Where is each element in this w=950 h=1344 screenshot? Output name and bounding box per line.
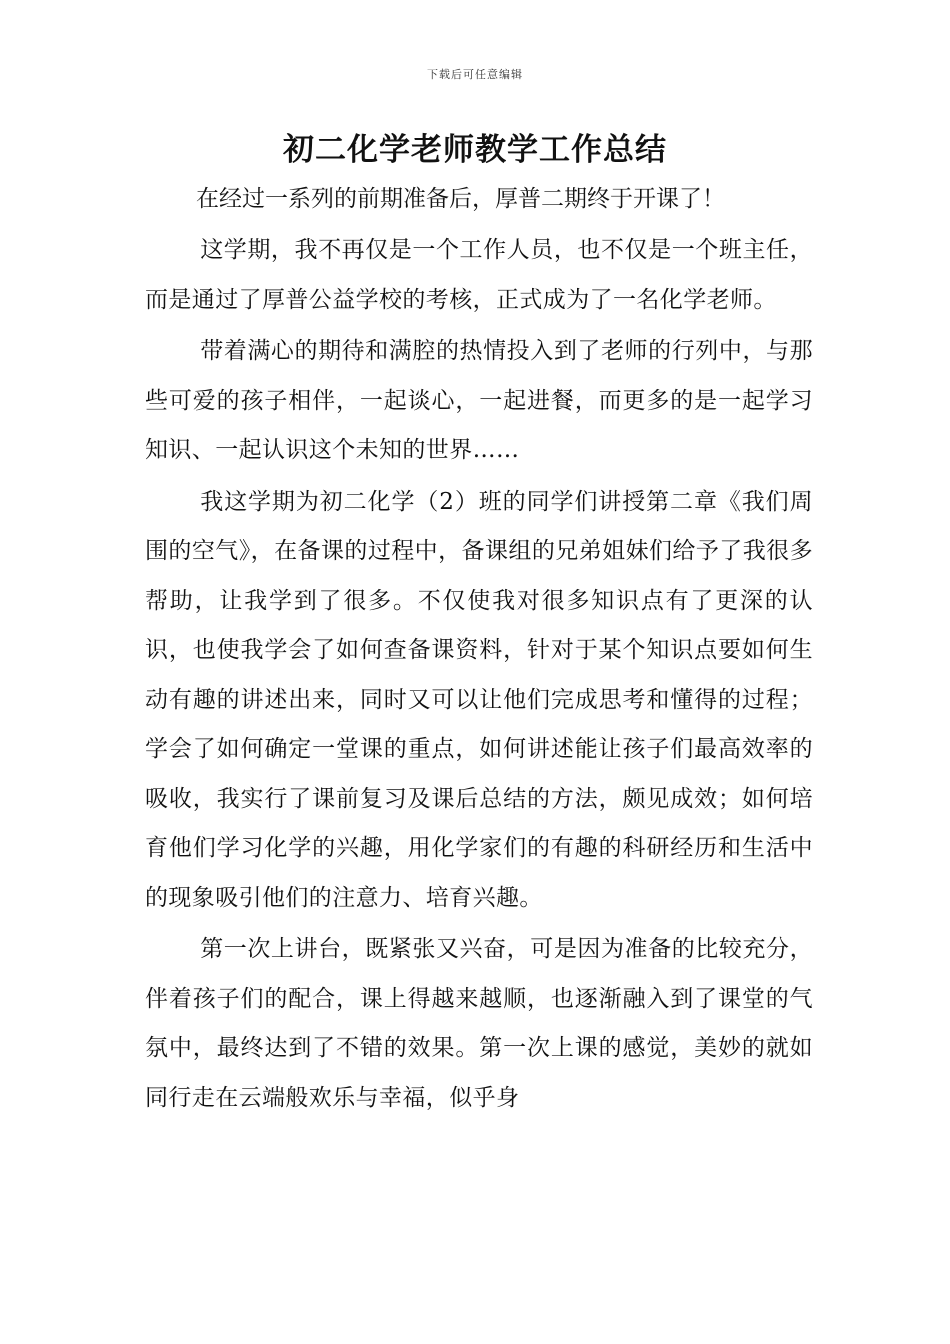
paragraph-3: 我这学期为初二化学（2）班的同学们讲授第二章《我们周围的空气》，在备课的过程中，备课组的兄弟姐妹们给予了我很多帮助，让我学到了很多。不仅使我对很多知识点有了更深的认识，也使我学会了如何查备课资料，针对于某个知识点要如何生动有趣的讲述出来，同时又可以让他们完成思考和懂得的过程；学会了如何确定一堂课的重点，如何讲述能让孩子们最高效率的吸收，我实行了课前复习及课后总结的方法，颇见成效；如何培育他们学习化学的兴趣，用化学家们的有趣的科研经历和生活中的现象吸引他们的注意力、培育兴趣。 <box>145 488 813 911</box>
paragraph-1: 这学期，我不再仅是一个工作人员，也不仅是一个班主任，而是通过了厚普公益学校的考核，正式成为了一名化学老师。 <box>145 237 813 313</box>
paragraph-4: 第一次上讲台，既紧张又兴奋，可是因为准备的比较充分，伴着孩子们的配合，课上得越来越顺，也逐渐融入到了课堂的气氛中，最终达到了不错的效果。第一次上课的感觉，美妙的就如同行走在云端般欢乐与幸福，似乎身 <box>145 936 813 1111</box>
header-note: 下载后可任意编辑 <box>427 68 523 81</box>
intro-line: 在经过一系列的前期准备后，厚普二期终于开课了！ <box>196 186 725 212</box>
paragraph-2: 带着满心的期待和满腔的热情投入到了老师的行列中，与那些可爱的孩子相伴，一起谈心，一起进餐，而更多的是一起学习知识、一起认识这个未知的世界…… <box>145 338 813 463</box>
document-body <box>145 226 813 1125</box>
document-title: 初二化学老师教学工作总结 <box>283 132 667 168</box>
